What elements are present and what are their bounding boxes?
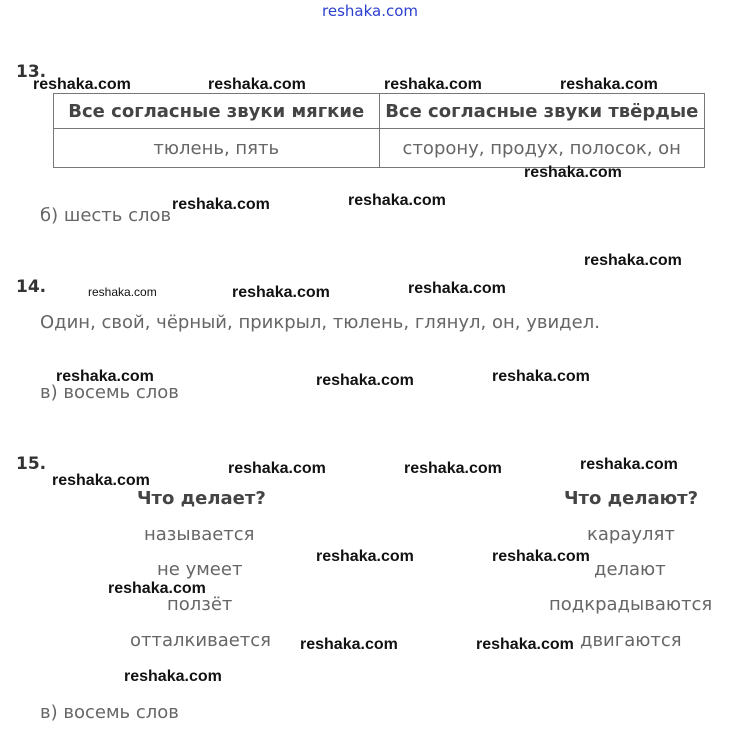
table-row bbox=[54, 129, 705, 168]
watermark: reshaka.com bbox=[580, 456, 678, 473]
task-15-number: 15. bbox=[16, 454, 47, 474]
sounds-table bbox=[53, 93, 705, 168]
watermark: reshaka.com bbox=[56, 368, 154, 385]
watermark: reshaka.com bbox=[560, 76, 658, 93]
cell-hard-words: сторону, продух, полосок, он bbox=[379, 129, 705, 168]
watermark: reshaka.com bbox=[52, 472, 150, 489]
list-item: подкрадываются bbox=[549, 594, 713, 615]
watermark: reshaka.com bbox=[208, 76, 306, 93]
list-item: не умеет bbox=[157, 559, 243, 580]
watermark: reshaka.com bbox=[348, 192, 446, 209]
list-item: ползёт bbox=[167, 594, 233, 615]
watermark: reshaka.com bbox=[384, 76, 482, 93]
watermark: reshaka.com bbox=[124, 668, 222, 685]
watermark: reshaka.com bbox=[476, 636, 574, 653]
list-item: называется bbox=[144, 524, 255, 545]
left-column-header: Что делает? bbox=[137, 488, 266, 509]
watermark: reshaka.com bbox=[492, 368, 590, 385]
header-soft-consonants: Все согласные звуки мягкие bbox=[54, 94, 380, 129]
list-item: двигаются bbox=[580, 630, 682, 651]
watermark: reshaka.com bbox=[172, 196, 270, 213]
watermark: reshaka.com bbox=[108, 580, 206, 597]
task-14-number: 14. bbox=[16, 277, 47, 297]
watermark: reshaka.com bbox=[408, 280, 506, 297]
watermark: reshaka.com bbox=[316, 548, 414, 565]
task-13-answer: б) шесть слов bbox=[40, 205, 172, 226]
watermark: reshaka.com bbox=[524, 164, 622, 181]
list-item: отталкивается bbox=[130, 630, 272, 651]
task-14-sentence: Один, свой, чёрный, прикрыл, тюлень, глянул, он, увидел. bbox=[40, 312, 600, 333]
header-hard-consonants: Все согласные звуки твёрдые bbox=[379, 94, 705, 129]
list-item: караулят bbox=[587, 524, 675, 545]
watermark: reshaka.com bbox=[88, 285, 157, 299]
watermark: reshaka.com bbox=[33, 76, 131, 93]
watermark: reshaka.com bbox=[300, 636, 398, 653]
task-13-number: 13. bbox=[16, 62, 47, 82]
list-item: делают bbox=[594, 559, 666, 580]
site-header-link[interactable]: reshaka.com bbox=[322, 2, 418, 20]
watermark: reshaka.com bbox=[404, 460, 502, 477]
watermark: reshaka.com bbox=[228, 460, 326, 477]
right-column-header: Что делают? bbox=[564, 488, 699, 509]
watermark: reshaka.com bbox=[584, 252, 682, 269]
task-14-answer: в) восемь слов bbox=[40, 382, 179, 403]
watermark: reshaka.com bbox=[316, 372, 414, 389]
watermark: reshaka.com bbox=[492, 548, 590, 565]
watermark: reshaka.com bbox=[232, 284, 330, 301]
task-15-answer: в) восемь слов bbox=[40, 702, 179, 723]
table-header-row bbox=[54, 94, 705, 129]
cell-soft-words: тюлень, пять bbox=[54, 129, 380, 168]
